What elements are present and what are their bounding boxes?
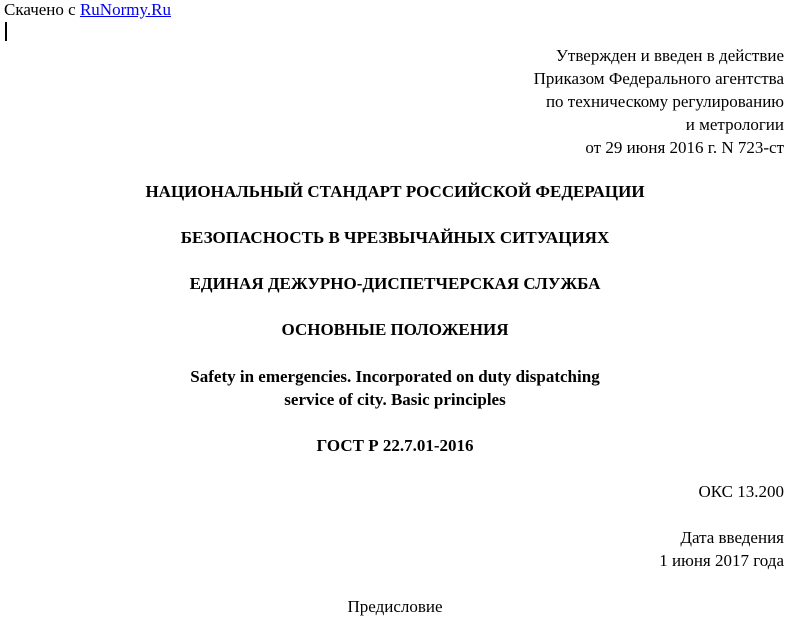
approval-line: Утвержден и введен в действие	[555, 46, 784, 65]
english-title-line-1: Safety in emergencies. Incorporated on duty dispatching	[190, 367, 600, 386]
standard-title: НАЦИОНАЛЬНЫЙ СТАНДАРТ РОССИЙСКОЙ ФЕДЕРАЦИИ	[145, 182, 645, 201]
text-cursor	[5, 22, 7, 41]
approval-block	[534, 44, 784, 159]
approval-line: и метрологии	[685, 115, 784, 134]
oks-code: ОКС 13.200	[698, 482, 784, 501]
intro-date-label: Дата введения	[680, 528, 784, 547]
preface-heading: Предисловие	[347, 597, 443, 616]
approval-line: Приказом Федерального агентства	[533, 69, 784, 88]
source-line	[4, 0, 171, 20]
approval-line: по техническому регулированию	[545, 92, 784, 111]
source-prefix: Скачено с	[4, 0, 80, 19]
service-title: ЕДИНАЯ ДЕЖУРНО-ДИСПЕТЧЕРСКАЯ СЛУЖБА	[189, 274, 601, 293]
source-link[interactable]: RuNormy.Ru	[79, 0, 171, 19]
intro-date-value: 1 июня 2017 года	[659, 551, 784, 570]
gost-number: ГОСТ Р 22.7.01-2016	[316, 436, 474, 455]
approval-line: от 29 июня 2016 г. N 723-ст	[585, 138, 784, 157]
topic-title: БЕЗОПАСНОСТЬ В ЧРЕЗВЫЧАЙНЫХ СИТУАЦИЯХ	[180, 228, 610, 247]
subtitle: ОСНОВНЫЕ ПОЛОЖЕНИЯ	[281, 320, 509, 339]
english-title-line-2: service of city. Basic principles	[284, 390, 506, 409]
